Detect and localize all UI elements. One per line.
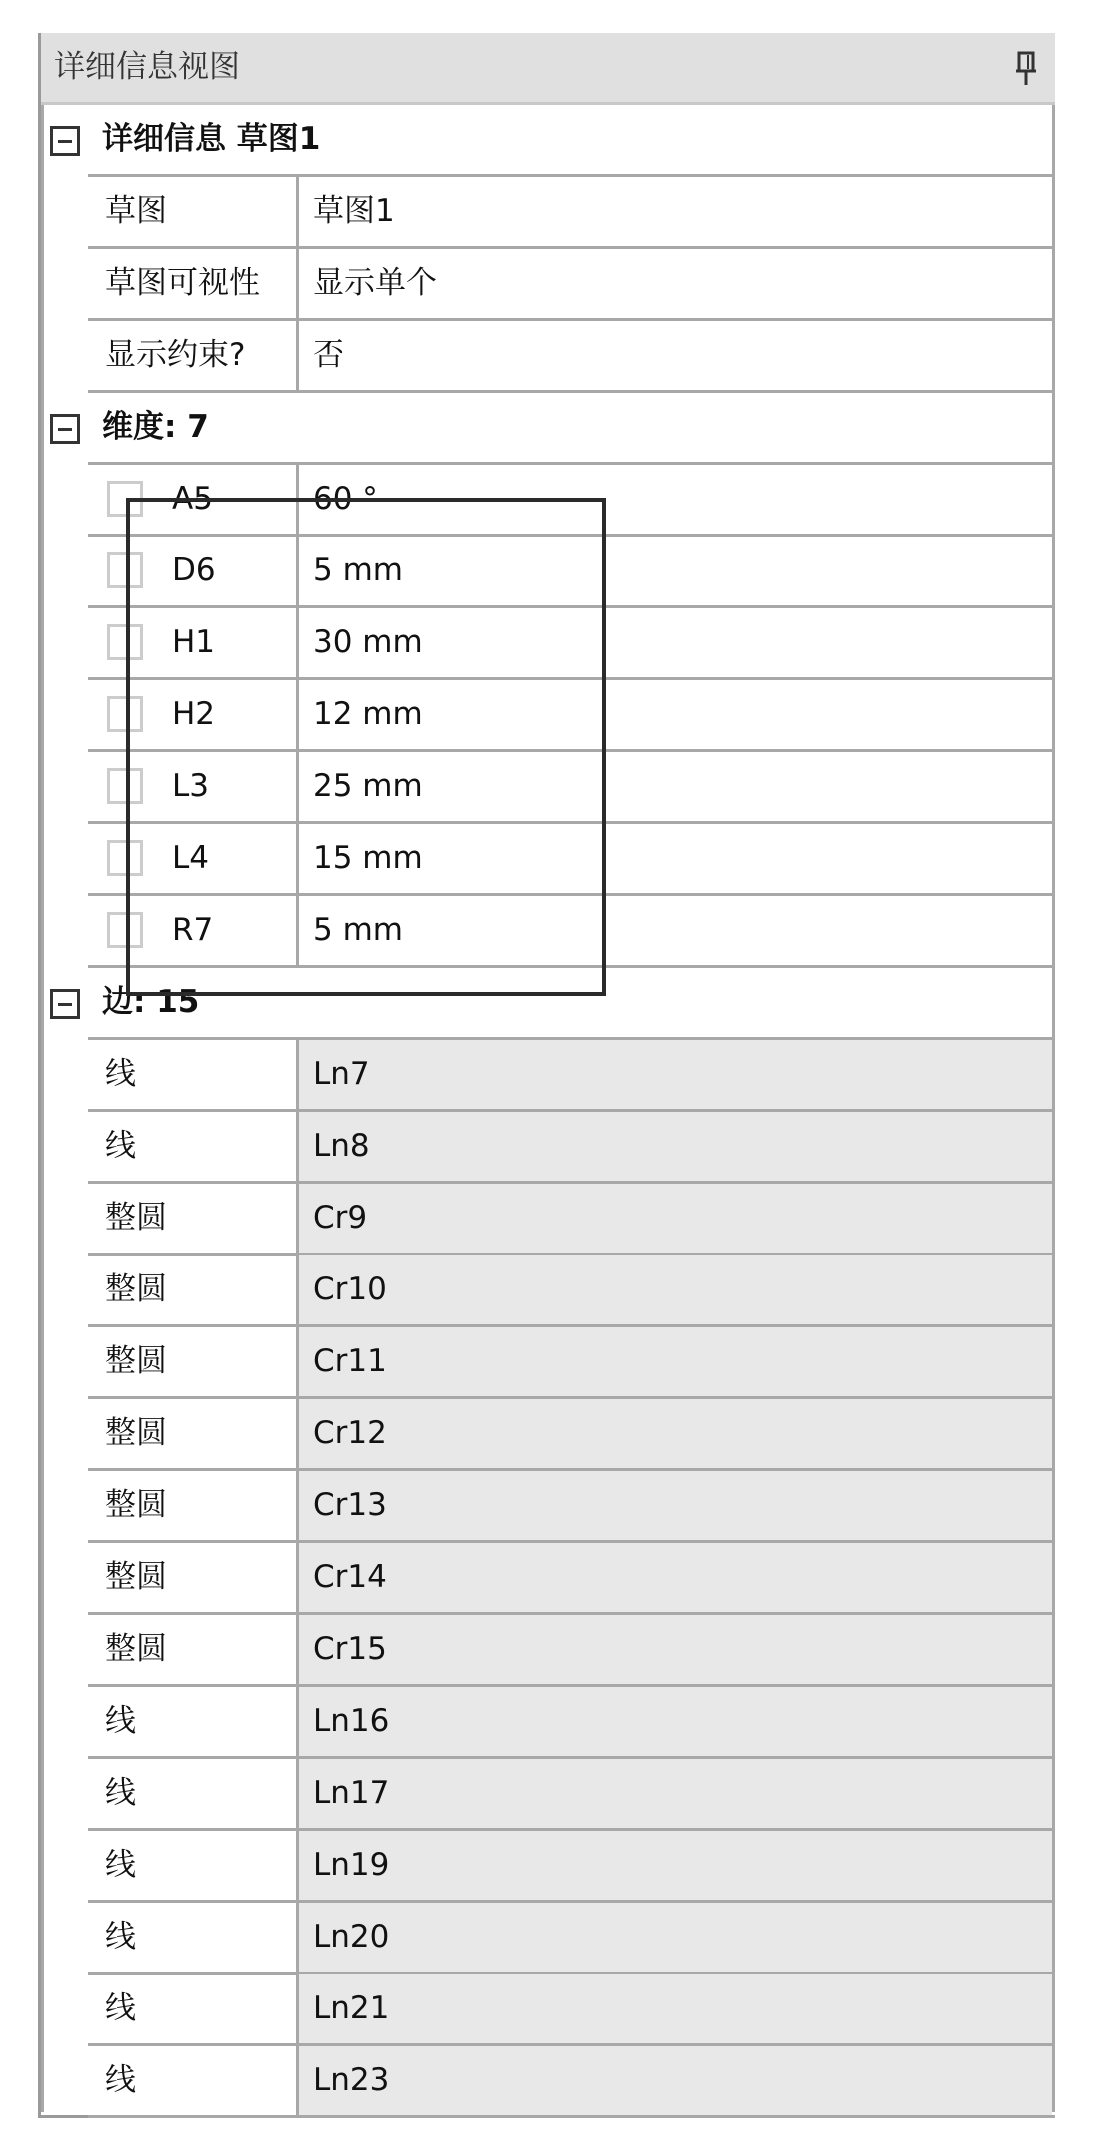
dimension-value-cell[interactable] <box>299 752 1052 821</box>
detail-value: 显示单个 <box>313 264 437 301</box>
edge-row[interactable] <box>88 1903 1055 1975</box>
detail-row[interactable] <box>88 321 1055 393</box>
dimension-value-cell[interactable] <box>299 536 1052 605</box>
detail-name: 显示约束? <box>105 336 246 373</box>
checkbox-icon[interactable] <box>107 840 143 876</box>
edge-name-cell <box>91 1184 299 1253</box>
edge-name: 整圆 <box>105 1559 167 1595</box>
edge-row[interactable] <box>88 1471 1055 1543</box>
dimension-value: 25 mm <box>313 768 423 805</box>
edges-section-header-label: 边: 15 <box>102 983 200 1020</box>
edge-value-cell <box>299 1903 1052 1972</box>
detail-value-cell[interactable] <box>299 321 1052 390</box>
dimension-row[interactable] <box>88 680 1055 752</box>
edge-name-cell <box>91 1831 299 1900</box>
edge-value: Ln7 <box>313 1055 370 1092</box>
edge-row[interactable] <box>88 1687 1055 1759</box>
dimension-name: L3 <box>172 768 209 805</box>
edge-value: Ln8 <box>313 1127 370 1164</box>
edge-row[interactable] <box>88 1040 1055 1112</box>
dimension-value-cell[interactable] <box>299 465 1052 534</box>
checkbox-icon[interactable] <box>107 696 143 732</box>
property-grid <box>88 105 1055 2112</box>
edge-row[interactable] <box>88 1184 1055 1256</box>
dimension-name-cell <box>91 608 299 677</box>
edge-name: 线 <box>105 1055 136 1092</box>
dimensions-section-header-row[interactable] <box>88 393 1055 465</box>
edge-name: 线 <box>105 1990 136 2027</box>
edge-value: Cr14 <box>313 1559 387 1595</box>
edge-name: 线 <box>105 1846 136 1883</box>
detail-name: 草图 <box>105 192 167 229</box>
edge-row[interactable] <box>88 1615 1055 1687</box>
detail-name-cell <box>91 249 299 318</box>
edge-value: Cr12 <box>313 1415 387 1452</box>
edge-name-cell <box>91 1615 299 1684</box>
edge-value-cell <box>299 1327 1052 1396</box>
edge-row[interactable] <box>88 1255 1055 1327</box>
pin-icon[interactable] <box>1011 49 1041 89</box>
edge-value-cell <box>299 1615 1052 1684</box>
edge-value: Cr13 <box>313 1487 387 1524</box>
detail-value: 草图1 <box>313 192 395 229</box>
dimension-value: 30 mm <box>313 624 423 661</box>
dimension-row[interactable] <box>88 536 1055 608</box>
edge-name: 线 <box>105 1702 136 1739</box>
dimension-row[interactable] <box>88 896 1055 968</box>
collapse-minus-icon[interactable] <box>50 126 80 156</box>
dimension-row[interactable] <box>88 608 1055 680</box>
edge-row[interactable] <box>88 1327 1055 1399</box>
edge-row[interactable] <box>88 1112 1055 1184</box>
edge-name: 线 <box>105 1127 136 1164</box>
edge-name: 线 <box>105 1774 136 1811</box>
dimension-name: L4 <box>172 840 209 876</box>
dimension-value: 5 mm <box>313 552 403 589</box>
dimension-value: 15 mm <box>313 840 423 876</box>
detail-value: 否 <box>313 336 344 373</box>
edge-name-cell <box>91 1687 299 1756</box>
dimension-value: 5 mm <box>313 911 403 948</box>
edge-value-cell <box>299 1974 1052 2043</box>
checkbox-icon[interactable] <box>107 624 143 660</box>
edge-value-cell <box>299 1399 1052 1468</box>
dimension-value-cell[interactable] <box>299 896 1052 965</box>
checkbox-icon[interactable] <box>107 481 143 517</box>
dimension-name-cell <box>91 752 299 821</box>
dimension-row[interactable] <box>88 824 1055 896</box>
dimension-name: A5 <box>172 480 213 517</box>
dimension-name: H2 <box>172 696 216 733</box>
panel-title-bar <box>41 33 1055 105</box>
detail-row[interactable] <box>88 249 1055 321</box>
detail-value-cell[interactable] <box>299 177 1052 246</box>
edge-name-cell <box>91 1471 299 1540</box>
checkbox-icon[interactable] <box>107 768 143 804</box>
dimension-value-cell[interactable] <box>299 824 1052 893</box>
edge-name-cell <box>91 1327 299 1396</box>
dimension-value: 60 ° <box>313 480 378 517</box>
edge-name-cell <box>91 1040 299 1109</box>
edge-name: 线 <box>105 2062 136 2099</box>
details-section-header-row[interactable] <box>88 105 1055 177</box>
dimension-name-cell <box>91 680 299 749</box>
edge-value: Cr9 <box>313 1199 368 1236</box>
edge-name-cell <box>91 1255 299 1324</box>
edge-name: 整圆 <box>105 1415 167 1452</box>
edge-value-cell <box>299 1687 1052 1756</box>
edge-value: Ln19 <box>313 1846 390 1883</box>
collapse-minus-icon[interactable] <box>50 989 80 1019</box>
detail-value-cell[interactable] <box>299 249 1052 318</box>
detail-row[interactable] <box>88 177 1055 249</box>
edge-name: 整圆 <box>105 1630 167 1667</box>
edge-name-cell <box>91 2046 299 2115</box>
edge-value: Cr10 <box>313 1271 387 1308</box>
edge-name: 线 <box>105 1918 136 1955</box>
edge-value-cell <box>299 2046 1052 2115</box>
edge-name-cell <box>91 1759 299 1828</box>
edge-value: Ln23 <box>313 2062 390 2099</box>
details-section-header-label: 详细信息 草图1 <box>102 121 321 157</box>
dimensions-section-header-label: 维度: 7 <box>102 408 209 445</box>
edge-row[interactable] <box>88 1399 1055 1471</box>
edge-row[interactable] <box>88 1831 1055 1903</box>
dimension-name: H1 <box>172 624 216 661</box>
edge-value: Ln20 <box>313 1918 390 1955</box>
dimension-name-cell <box>91 824 299 893</box>
edge-value: Ln17 <box>313 1774 390 1811</box>
dimension-row[interactable] <box>88 752 1055 824</box>
edge-row[interactable] <box>88 1543 1055 1615</box>
edge-value: Ln21 <box>313 1990 390 2027</box>
detail-name-cell <box>91 177 299 246</box>
collapse-minus-icon[interactable] <box>50 414 80 444</box>
edge-name-cell <box>91 1399 299 1468</box>
dimension-value-cell[interactable] <box>299 680 1052 749</box>
edge-row[interactable] <box>88 1759 1055 1831</box>
dimension-name-cell <box>91 896 299 965</box>
edge-name-cell <box>91 1974 299 2043</box>
details-view-panel <box>38 33 1055 2118</box>
checkbox-icon[interactable] <box>107 552 143 588</box>
dimension-row[interactable] <box>88 465 1055 537</box>
edge-name: 整圆 <box>105 1343 167 1380</box>
edge-name: 整圆 <box>105 1199 167 1236</box>
edge-value: Ln16 <box>313 1702 390 1739</box>
dimension-name-cell <box>91 465 299 534</box>
edge-name-cell <box>91 1903 299 1972</box>
edge-value-cell <box>299 1184 1052 1253</box>
dimension-name: D6 <box>172 552 216 589</box>
edge-value-cell <box>299 1112 1052 1181</box>
edge-row[interactable] <box>88 1974 1055 2046</box>
detail-name: 草图可视性 <box>105 264 260 301</box>
dimension-value-cell[interactable] <box>299 608 1052 677</box>
dimension-value: 12 mm <box>313 696 423 733</box>
edge-value-cell <box>299 1040 1052 1109</box>
detail-name-cell <box>91 321 299 390</box>
tree-gutter-divider <box>41 105 44 2112</box>
dimension-name: R7 <box>172 911 214 948</box>
dimension-name-cell <box>91 536 299 605</box>
edge-value-cell <box>299 1255 1052 1324</box>
edge-name: 整圆 <box>105 1271 167 1308</box>
edge-value: Cr15 <box>313 1630 387 1667</box>
edge-value: Cr11 <box>313 1343 387 1380</box>
edge-name-cell <box>91 1112 299 1181</box>
checkbox-icon[interactable] <box>107 912 143 948</box>
edge-name: 整圆 <box>105 1487 167 1524</box>
panel-title: 详细信息视图 <box>54 49 240 85</box>
edge-name-cell <box>91 1543 299 1612</box>
edge-row[interactable] <box>88 2046 1055 2118</box>
edge-value-cell <box>299 1543 1052 1612</box>
edge-value-cell <box>299 1831 1052 1900</box>
edges-section-header-row[interactable] <box>88 968 1055 1040</box>
edge-value-cell <box>299 1471 1052 1540</box>
edge-value-cell <box>299 1759 1052 1828</box>
